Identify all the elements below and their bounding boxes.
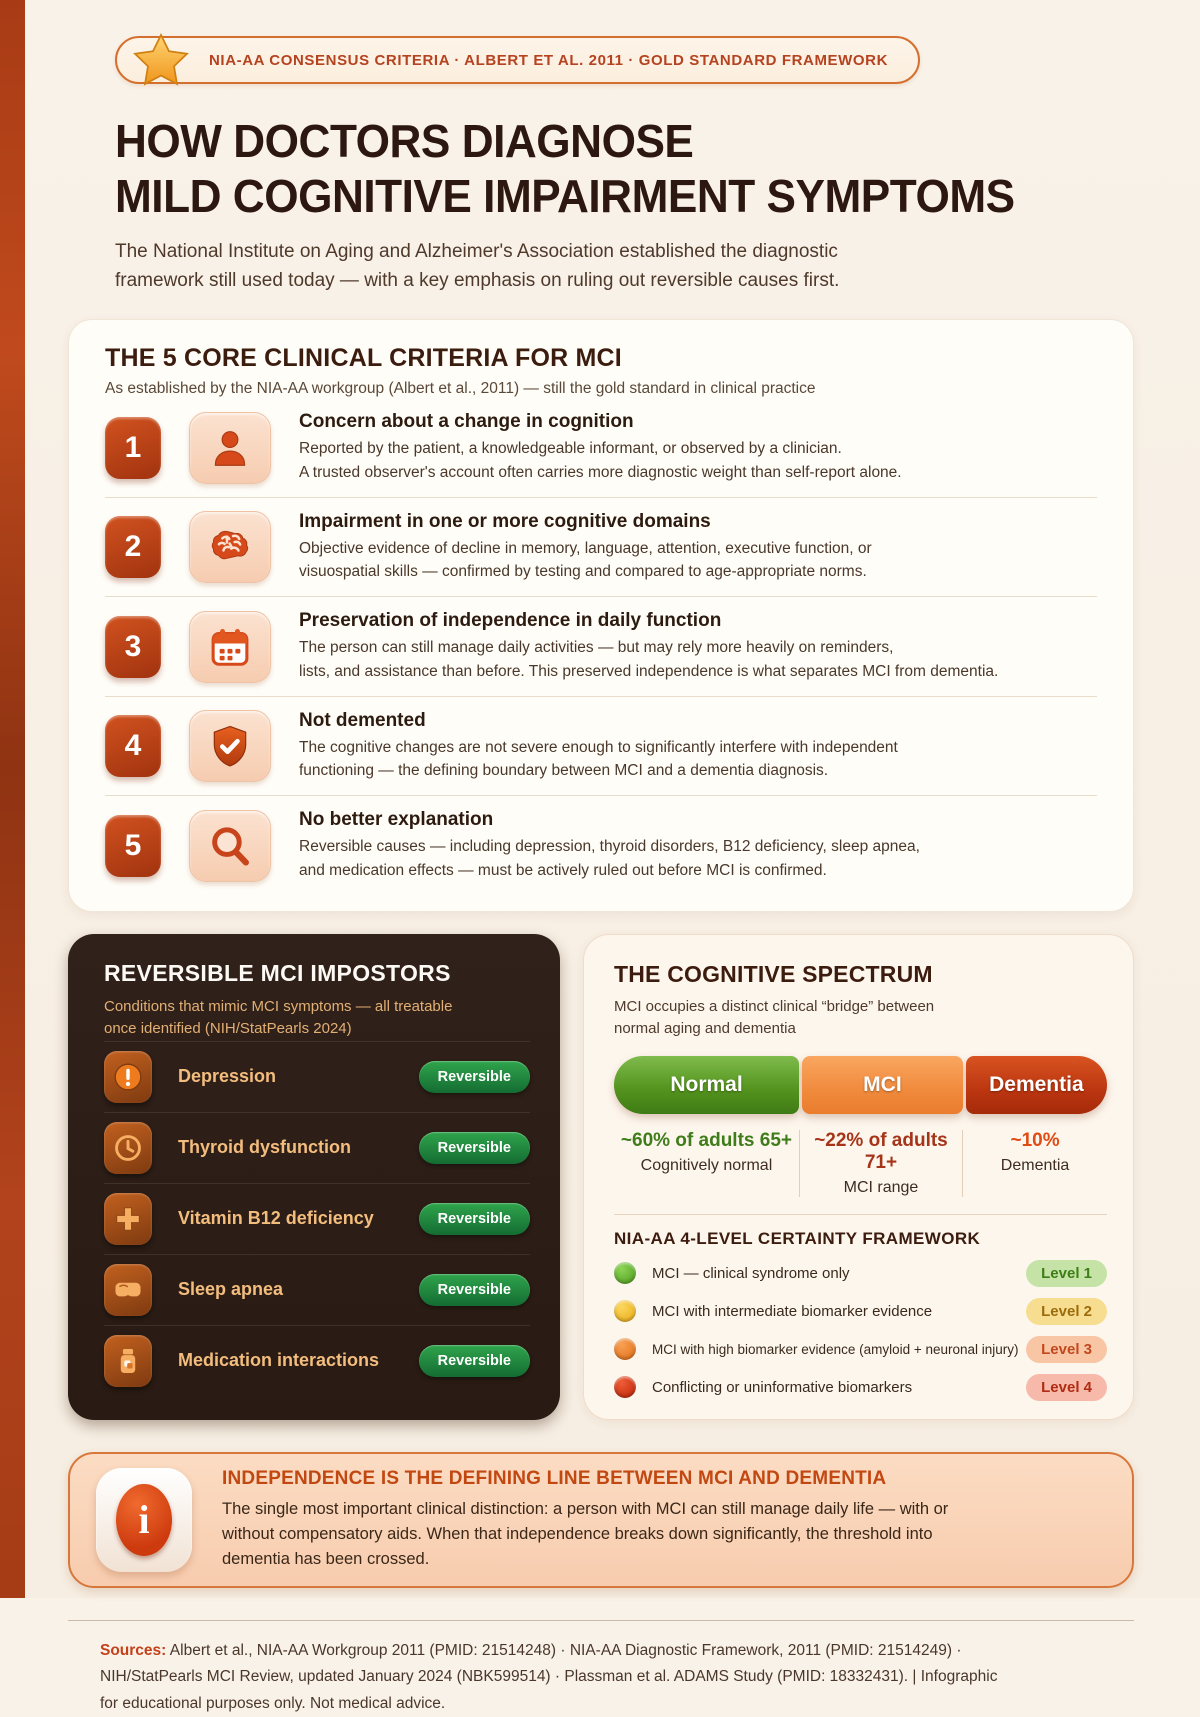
- yellow-dot-icon: [614, 1300, 636, 1322]
- impostor-row: [104, 1112, 530, 1183]
- sources-line2: NIH/StatPearls MCI Review, updated January 2024 (NBK599514) · Plassman et al. ADAMS Study (PMID: 18332431). | Infographic: [100, 1668, 998, 1686]
- red-dot-icon: [614, 1376, 636, 1398]
- stat-mci: [799, 1130, 962, 1197]
- criteria-heading: THE 5 CORE CLINICAL CRITERIA FOR MCI: [105, 344, 622, 373]
- intro-line1: The National Institute on Aging and Alzheimer's Association established the diagnostic: [115, 241, 838, 263]
- stat-label: Cognitively normal: [640, 1156, 773, 1174]
- clock-icon: [104, 1122, 152, 1174]
- info-icon: i: [116, 1484, 172, 1556]
- intro-text: [115, 238, 1134, 295]
- stat-value: ~10%: [1010, 1129, 1060, 1151]
- criteria-body: Reported by the patient, a knowledgeable informant, or observed by a clinician.: [299, 440, 842, 458]
- impostors-heading: REVERSIBLE MCI IMPOSTORS: [104, 959, 451, 986]
- spectrum-card: [583, 934, 1134, 1420]
- divider: [614, 1214, 1107, 1215]
- top-badge: [115, 36, 920, 84]
- impostor-label: Medication interactions: [178, 1350, 380, 1371]
- impostor-label: Thyroid dysfunction: [178, 1137, 351, 1158]
- criteria-row: [105, 398, 1097, 498]
- framework-row: [614, 1298, 1107, 1325]
- orange-dot-icon: [614, 1338, 636, 1360]
- criteria-number-badge: 3: [105, 616, 161, 678]
- criteria-body: visuospatial skills — confirmed by testing and compared to age-appropriate norms.: [299, 563, 867, 581]
- criteria-title: Preservation of independence in daily function: [299, 610, 722, 632]
- alert-icon: [104, 1051, 152, 1103]
- sources-label: Sources:: [100, 1641, 167, 1659]
- impostor-label: Vitamin B12 deficiency: [178, 1208, 374, 1229]
- criteria-body: Reversible causes — including depression, thyroid disorders, B12 deficiency, sleep apnea,: [299, 838, 920, 856]
- criteria-row: [105, 597, 1097, 697]
- page-title-line1: HOW DOCTORS DIAGNOSE: [115, 115, 694, 167]
- spectrum-segment-dementia: Dementia: [966, 1056, 1107, 1114]
- impostor-row: [104, 1325, 530, 1396]
- spectrum-bar: [614, 1056, 1107, 1114]
- criteria-body: Objective evidence of decline in memory, language, attention, executive function, or: [299, 539, 872, 557]
- criteria-number-badge: 1: [105, 417, 161, 479]
- green-dot-icon: [614, 1262, 636, 1284]
- criteria-body: A trusted observer's account often carries more diagnostic weight than self-report alone.: [299, 463, 902, 481]
- callout-body-line2: without compensatory aids. When that independence breaks down significantly, the threshold into: [222, 1525, 933, 1543]
- reversible-badge: Reversible: [419, 1345, 530, 1377]
- spectrum-subheading: [614, 996, 1107, 1041]
- framework-text: MCI with high biomarker evidence (amyloid + neuronal injury): [652, 1341, 1019, 1357]
- criteria-body: The cognitive changes are not severe enough to significantly interfere with independent: [299, 738, 898, 756]
- reversible-badge: Reversible: [419, 1274, 530, 1306]
- criteria-title: Not demented: [299, 709, 426, 731]
- pill-bottle-icon: [104, 1335, 152, 1387]
- person-icon: [189, 412, 271, 484]
- star-icon: [131, 31, 191, 91]
- framework-text: MCI with intermediate biomarker evidence: [652, 1302, 933, 1320]
- level-badge: Level 1: [1026, 1260, 1107, 1287]
- callout-body-line3: dementia has been crossed.: [222, 1549, 430, 1568]
- framework-row: [614, 1260, 1107, 1287]
- stat-normal: [614, 1130, 799, 1197]
- impostor-row: [104, 1183, 530, 1254]
- reversible-badge: Reversible: [419, 1132, 530, 1164]
- callout-heading: INDEPENDENCE IS THE DEFINING LINE BETWEEN MCI AND DEMENTIA: [222, 1468, 887, 1490]
- criteria-number-badge: 2: [105, 516, 161, 578]
- calendar-icon: [189, 611, 271, 683]
- magnifier-icon: [189, 810, 271, 882]
- level-badge: Level 4: [1026, 1374, 1107, 1401]
- impostors-subheading: [104, 996, 530, 1041]
- sources-line3: for educational purposes only. Not medical advice.: [100, 1694, 446, 1712]
- spectrum-segment-mci: MCI: [802, 1056, 963, 1114]
- callout-body-line1: The single most important clinical distinction: a person with MCI can still manage daily life — with or: [222, 1500, 949, 1519]
- brain-icon: [189, 511, 271, 583]
- framework-heading: NIA-AA 4-LEVEL CERTAINTY FRAMEWORK: [614, 1228, 981, 1248]
- impostor-row: [104, 1041, 530, 1112]
- criteria-number-badge: 5: [105, 815, 161, 877]
- intro-line2: framework still used today — with a key emphasis on ruling out reversible causes first.: [115, 269, 840, 291]
- criteria-card: [68, 319, 1134, 912]
- level-badge: Level 2: [1026, 1298, 1107, 1325]
- framework-text: Conflicting or uninformative biomarkers: [652, 1378, 913, 1396]
- criteria-subheading: As established by the NIA-AA workgroup (Albert et al., 2011) — still the gold standard in clinical practice: [105, 380, 816, 398]
- criteria-body: functioning — the defining boundary between MCI and a dementia diagnosis.: [299, 762, 829, 780]
- sources-footer: [100, 1638, 1100, 1717]
- stat-value: ~22% of adults 71+: [814, 1129, 948, 1173]
- footer-divider: [68, 1620, 1134, 1621]
- criteria-body: The person can still manage daily activities — but may rely more heavily on reminders,: [299, 639, 894, 657]
- criteria-title: Concern about a change in cognition: [299, 411, 634, 433]
- page-title-line2: MILD COGNITIVE IMPAIRMENT SYMPTOMS: [115, 170, 1015, 223]
- impostors-card: [68, 934, 560, 1420]
- stat-label: MCI range: [843, 1178, 919, 1196]
- stat-label: Dementia: [1000, 1156, 1070, 1174]
- callout-body: [222, 1497, 948, 1571]
- impostors-sub-line1: Conditions that mimic MCI symptoms — all treatable: [104, 997, 453, 1015]
- spectrum-heading: THE COGNITIVE SPECTRUM: [614, 960, 933, 987]
- framework-row: [614, 1336, 1107, 1363]
- criteria-number-badge: 4: [105, 715, 161, 777]
- plus-icon: [104, 1193, 152, 1245]
- criteria-body: lists, and assistance than before. This preserved independence is what separates MCI from dementia.: [299, 662, 999, 680]
- framework-row: [614, 1374, 1107, 1401]
- framework-text: MCI — clinical syndrome only: [652, 1264, 850, 1282]
- spectrum-stats: [614, 1130, 1107, 1197]
- stat-value: ~60% of adults 65+: [620, 1129, 792, 1151]
- page-title: [115, 114, 1093, 224]
- reversible-badge: Reversible: [419, 1061, 530, 1093]
- left-accent-strip: [0, 0, 25, 1598]
- criteria-row: [105, 697, 1097, 797]
- spectrum-sub-line2: normal aging and dementia: [614, 1020, 796, 1038]
- impostors-sub-line2: once identified (NIH/StatPearls 2024): [104, 1020, 352, 1038]
- independence-callout: [68, 1452, 1134, 1588]
- info-icon-tile: [96, 1468, 192, 1572]
- criteria-body: and medication effects — must be actively ruled out before MCI is confirmed.: [299, 861, 827, 879]
- spectrum-sub-line1: MCI occupies a distinct clinical “bridge” between: [614, 997, 935, 1015]
- reversible-badge: Reversible: [419, 1203, 530, 1235]
- badge-label: NIA-AA CONSENSUS CRITERIA · ALBERT ET AL. 2011 · GOLD STANDARD FRAMEWORK: [209, 51, 889, 69]
- level-badge: Level 3: [1026, 1336, 1107, 1363]
- sleep-mask-icon: [104, 1264, 152, 1316]
- infographic-page: [68, 0, 1134, 1717]
- impostor-label: Sleep apnea: [178, 1279, 284, 1300]
- impostor-label: Depression: [178, 1066, 277, 1087]
- sources-line1: Albert et al., NIA-AA Workgroup 2011 (PMID: 21514248) · NIA-AA Diagnostic Framework, 2011 (PMID: 21514249) ·: [169, 1641, 962, 1659]
- criteria-row: [105, 498, 1097, 598]
- impostor-row: [104, 1254, 530, 1325]
- shield-check-icon: [189, 710, 271, 782]
- criteria-row: [105, 796, 1097, 895]
- criteria-title: Impairment in one or more cognitive domains: [299, 510, 711, 532]
- stat-dementia: [962, 1130, 1107, 1197]
- spectrum-segment-normal: Normal: [614, 1056, 799, 1114]
- criteria-title: No better explanation: [299, 809, 494, 831]
